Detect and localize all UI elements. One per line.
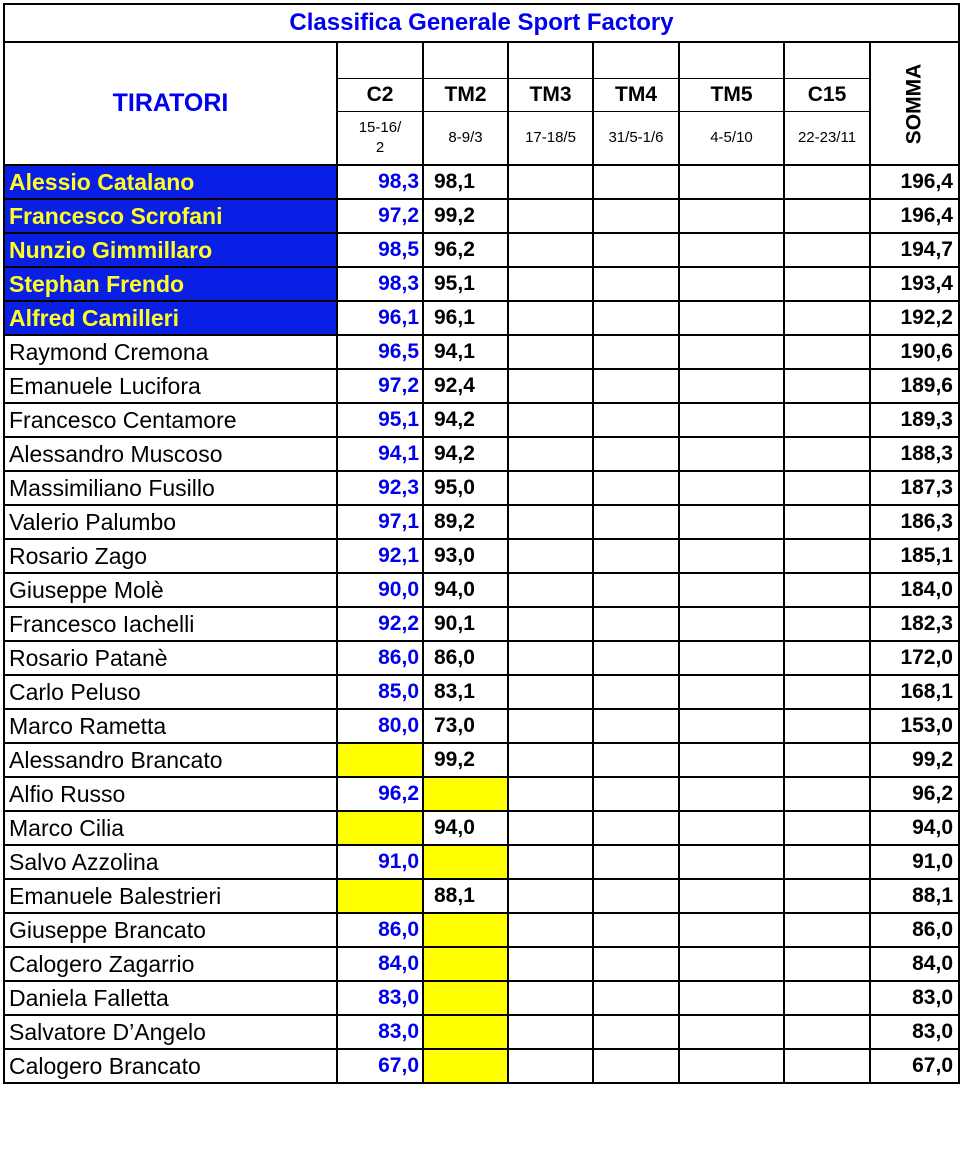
score-tm3 xyxy=(508,437,593,471)
score-tm5 xyxy=(679,607,784,641)
event-date-tm5: 4-5/10 xyxy=(679,112,784,166)
score-c15 xyxy=(784,505,870,539)
score-tm4 xyxy=(593,437,679,471)
score-tm3 xyxy=(508,981,593,1015)
player-name: Marco Rametta xyxy=(4,709,337,743)
table-row xyxy=(4,403,959,437)
score-tm2: 96,2 xyxy=(423,233,508,267)
score-c2: 86,0 xyxy=(337,641,423,675)
score-somma: 172,0 xyxy=(870,641,959,675)
score-tm5 xyxy=(679,1015,784,1049)
score-c2 xyxy=(337,811,423,845)
score-somma: 193,4 xyxy=(870,267,959,301)
score-c2: 92,1 xyxy=(337,539,423,573)
score-c15 xyxy=(784,913,870,947)
score-tm3 xyxy=(508,675,593,709)
score-tm4 xyxy=(593,471,679,505)
score-tm4 xyxy=(593,165,679,199)
score-tm3 xyxy=(508,335,593,369)
table-row xyxy=(4,1015,959,1049)
score-c2: 84,0 xyxy=(337,947,423,981)
score-c15 xyxy=(784,539,870,573)
player-name: Emanuele Lucifora xyxy=(4,369,337,403)
score-somma: 88,1 xyxy=(870,879,959,913)
event-date-c2: 15-16/2 xyxy=(337,112,423,166)
score-c2: 80,0 xyxy=(337,709,423,743)
header-blank-cell xyxy=(679,42,784,79)
score-somma: 86,0 xyxy=(870,913,959,947)
score-tm3 xyxy=(508,1015,593,1049)
score-tm2: 73,0 xyxy=(423,709,508,743)
score-tm3 xyxy=(508,913,593,947)
player-name: Emanuele Balestrieri xyxy=(4,879,337,913)
score-somma: 84,0 xyxy=(870,947,959,981)
score-tm2: 99,2 xyxy=(423,743,508,777)
score-c15 xyxy=(784,607,870,641)
score-tm5 xyxy=(679,267,784,301)
score-c2: 97,2 xyxy=(337,369,423,403)
table-row xyxy=(4,675,959,709)
player-name: Calogero Zagarrio xyxy=(4,947,337,981)
score-c15 xyxy=(784,777,870,811)
score-tm5 xyxy=(679,335,784,369)
table-row xyxy=(4,1049,959,1083)
score-tm2 xyxy=(423,913,508,947)
player-name: Rosario Zago xyxy=(4,539,337,573)
score-tm5 xyxy=(679,913,784,947)
score-c15 xyxy=(784,1049,870,1083)
score-tm5 xyxy=(679,1049,784,1083)
score-tm2: 88,1 xyxy=(423,879,508,913)
table-row xyxy=(4,199,959,233)
event-date-tm3: 17-18/5 xyxy=(508,112,593,166)
score-c15 xyxy=(784,845,870,879)
score-somma: 153,0 xyxy=(870,709,959,743)
player-name: Salvo Azzolina xyxy=(4,845,337,879)
score-tm4 xyxy=(593,845,679,879)
score-somma: 94,0 xyxy=(870,811,959,845)
score-tm2: 89,2 xyxy=(423,505,508,539)
score-somma: 194,7 xyxy=(870,233,959,267)
score-somma: 196,4 xyxy=(870,165,959,199)
score-tm5 xyxy=(679,199,784,233)
table-row xyxy=(4,233,959,267)
player-name: Salvatore D’Angelo xyxy=(4,1015,337,1049)
table-row xyxy=(4,267,959,301)
table-row xyxy=(4,505,959,539)
score-c15 xyxy=(784,675,870,709)
header-blank-cell xyxy=(423,42,508,79)
score-c15 xyxy=(784,199,870,233)
score-c15 xyxy=(784,743,870,777)
score-tm2 xyxy=(423,1015,508,1049)
score-tm2: 94,1 xyxy=(423,335,508,369)
score-tm5 xyxy=(679,505,784,539)
score-somma: 189,6 xyxy=(870,369,959,403)
table-row xyxy=(4,539,959,573)
table-row xyxy=(4,471,959,505)
score-somma: 99,2 xyxy=(870,743,959,777)
score-tm3 xyxy=(508,573,593,607)
score-somma: 192,2 xyxy=(870,301,959,335)
score-tm3 xyxy=(508,879,593,913)
score-c15 xyxy=(784,981,870,1015)
score-tm5 xyxy=(679,471,784,505)
player-name: Alfred Camilleri xyxy=(4,301,337,335)
score-tm3 xyxy=(508,267,593,301)
score-c15 xyxy=(784,335,870,369)
score-c15 xyxy=(784,709,870,743)
score-tm3 xyxy=(508,777,593,811)
player-name: Giuseppe Molè xyxy=(4,573,337,607)
score-c15 xyxy=(784,811,870,845)
table-row xyxy=(4,743,959,777)
score-tm4 xyxy=(593,743,679,777)
score-tm3 xyxy=(508,369,593,403)
score-tm3 xyxy=(508,505,593,539)
score-c15 xyxy=(784,403,870,437)
player-name: Francesco Scrofani xyxy=(4,199,337,233)
table-row xyxy=(4,777,959,811)
score-c2: 83,0 xyxy=(337,1015,423,1049)
score-somma: 67,0 xyxy=(870,1049,959,1083)
score-tm4 xyxy=(593,607,679,641)
header-blank-cell xyxy=(508,42,593,79)
event-name-tm2: TM2 xyxy=(423,79,508,112)
score-tm2 xyxy=(423,1049,508,1083)
table-row xyxy=(4,879,959,913)
score-c15 xyxy=(784,233,870,267)
table-row xyxy=(4,369,959,403)
table-row xyxy=(4,811,959,845)
score-tm2 xyxy=(423,845,508,879)
score-tm4 xyxy=(593,811,679,845)
score-tm4 xyxy=(593,675,679,709)
score-tm4 xyxy=(593,981,679,1015)
score-c2: 98,5 xyxy=(337,233,423,267)
score-tm2: 94,2 xyxy=(423,437,508,471)
score-somma: 190,6 xyxy=(870,335,959,369)
score-somma: 83,0 xyxy=(870,981,959,1015)
score-c2: 96,2 xyxy=(337,777,423,811)
score-c2: 92,2 xyxy=(337,607,423,641)
ranking-table xyxy=(3,3,960,1084)
score-tm5 xyxy=(679,777,784,811)
table-row xyxy=(4,335,959,369)
score-tm5 xyxy=(679,539,784,573)
table-row xyxy=(4,947,959,981)
player-name: Raymond Cremona xyxy=(4,335,337,369)
score-c15 xyxy=(784,267,870,301)
score-tm5 xyxy=(679,879,784,913)
table-row xyxy=(4,301,959,335)
event-date-tm2: 8-9/3 xyxy=(423,112,508,166)
score-tm2 xyxy=(423,981,508,1015)
score-tm5 xyxy=(679,369,784,403)
player-name: Marco Cilia xyxy=(4,811,337,845)
somma-header-label: SOMMA xyxy=(902,63,926,144)
score-c15 xyxy=(784,641,870,675)
score-tm4 xyxy=(593,267,679,301)
score-tm3 xyxy=(508,403,593,437)
table-row xyxy=(4,709,959,743)
score-tm3 xyxy=(508,743,593,777)
score-c2: 96,5 xyxy=(337,335,423,369)
score-tm3 xyxy=(508,165,593,199)
player-name: Francesco Centamore xyxy=(4,403,337,437)
table-row xyxy=(4,981,959,1015)
score-c2: 85,0 xyxy=(337,675,423,709)
score-tm2: 95,1 xyxy=(423,267,508,301)
score-tm3 xyxy=(508,301,593,335)
score-tm2: 94,0 xyxy=(423,811,508,845)
score-tm4 xyxy=(593,505,679,539)
score-tm5 xyxy=(679,743,784,777)
score-tm3 xyxy=(508,1049,593,1083)
player-name: Stephan Frendo xyxy=(4,267,337,301)
score-tm3 xyxy=(508,811,593,845)
table-row xyxy=(4,165,959,199)
score-tm2: 90,1 xyxy=(423,607,508,641)
score-tm4 xyxy=(593,1049,679,1083)
score-c15 xyxy=(784,879,870,913)
table-row xyxy=(4,573,959,607)
player-name: Massimiliano Fusillo xyxy=(4,471,337,505)
score-tm4 xyxy=(593,233,679,267)
event-name-tm5: TM5 xyxy=(679,79,784,112)
score-c2: 83,0 xyxy=(337,981,423,1015)
table-row xyxy=(4,607,959,641)
score-c15 xyxy=(784,471,870,505)
score-tm5 xyxy=(679,301,784,335)
score-tm2: 83,1 xyxy=(423,675,508,709)
score-tm3 xyxy=(508,947,593,981)
score-somma: 189,3 xyxy=(870,403,959,437)
score-tm3 xyxy=(508,709,593,743)
player-name: Carlo Peluso xyxy=(4,675,337,709)
score-c2: 97,1 xyxy=(337,505,423,539)
score-tm4 xyxy=(593,199,679,233)
score-c2: 94,1 xyxy=(337,437,423,471)
score-tm2: 92,4 xyxy=(423,369,508,403)
event-date-tm4: 31/5-1/6 xyxy=(593,112,679,166)
score-c15 xyxy=(784,1015,870,1049)
player-name: Alessandro Muscoso xyxy=(4,437,337,471)
score-tm3 xyxy=(508,539,593,573)
score-somma: 185,1 xyxy=(870,539,959,573)
score-c2: 91,0 xyxy=(337,845,423,879)
event-name-tm4: TM4 xyxy=(593,79,679,112)
score-somma: 188,3 xyxy=(870,437,959,471)
score-tm5 xyxy=(679,947,784,981)
score-tm2: 96,1 xyxy=(423,301,508,335)
score-tm3 xyxy=(508,641,593,675)
score-tm5 xyxy=(679,845,784,879)
score-tm2: 99,2 xyxy=(423,199,508,233)
player-name: Giuseppe Brancato xyxy=(4,913,337,947)
player-name: Alfio Russo xyxy=(4,777,337,811)
score-tm2: 94,0 xyxy=(423,573,508,607)
score-c15 xyxy=(784,573,870,607)
score-c2 xyxy=(337,743,423,777)
player-name: Rosario Patanè xyxy=(4,641,337,675)
player-name: Calogero Brancato xyxy=(4,1049,337,1083)
score-tm3 xyxy=(508,233,593,267)
score-tm5 xyxy=(679,573,784,607)
player-name: Nunzio Gimmillaro xyxy=(4,233,337,267)
score-somma: 187,3 xyxy=(870,471,959,505)
score-tm4 xyxy=(593,879,679,913)
event-name-c15: C15 xyxy=(784,79,870,112)
table-row xyxy=(4,641,959,675)
score-c15 xyxy=(784,947,870,981)
score-tm2: 94,2 xyxy=(423,403,508,437)
score-somma: 182,3 xyxy=(870,607,959,641)
score-tm5 xyxy=(679,641,784,675)
somma-header xyxy=(870,42,959,165)
score-tm5 xyxy=(679,811,784,845)
score-somma: 83,0 xyxy=(870,1015,959,1049)
event-date-c15: 22-23/11 xyxy=(784,112,870,166)
score-tm4 xyxy=(593,777,679,811)
score-tm4 xyxy=(593,403,679,437)
score-somma: 96,2 xyxy=(870,777,959,811)
score-tm4 xyxy=(593,709,679,743)
score-c2: 98,3 xyxy=(337,165,423,199)
score-tm4 xyxy=(593,913,679,947)
score-c2 xyxy=(337,879,423,913)
player-name: Daniela Falletta xyxy=(4,981,337,1015)
score-somma: 91,0 xyxy=(870,845,959,879)
score-tm4 xyxy=(593,539,679,573)
event-name-tm3: TM3 xyxy=(508,79,593,112)
score-tm2: 93,0 xyxy=(423,539,508,573)
score-c15 xyxy=(784,437,870,471)
score-somma: 196,4 xyxy=(870,199,959,233)
score-tm2: 86,0 xyxy=(423,641,508,675)
player-name: Alessandro Brancato xyxy=(4,743,337,777)
score-tm4 xyxy=(593,335,679,369)
score-somma: 184,0 xyxy=(870,573,959,607)
event-name-c2: C2 xyxy=(337,79,423,112)
score-tm2 xyxy=(423,947,508,981)
score-tm3 xyxy=(508,471,593,505)
score-tm3 xyxy=(508,607,593,641)
score-c2: 96,1 xyxy=(337,301,423,335)
table-row xyxy=(4,913,959,947)
score-tm5 xyxy=(679,675,784,709)
table-row xyxy=(4,845,959,879)
score-c2: 67,0 xyxy=(337,1049,423,1083)
score-tm4 xyxy=(593,369,679,403)
player-name: Valerio Palumbo xyxy=(4,505,337,539)
score-c15 xyxy=(784,165,870,199)
score-c2: 86,0 xyxy=(337,913,423,947)
score-tm5 xyxy=(679,709,784,743)
score-tm4 xyxy=(593,1015,679,1049)
score-somma: 168,1 xyxy=(870,675,959,709)
score-tm5 xyxy=(679,981,784,1015)
score-c2: 98,3 xyxy=(337,267,423,301)
score-tm2: 98,1 xyxy=(423,165,508,199)
table-title: Classifica Generale Sport Factory xyxy=(4,4,959,42)
score-c2: 90,0 xyxy=(337,573,423,607)
tiratori-header: TIRATORI xyxy=(4,42,337,165)
score-tm3 xyxy=(508,199,593,233)
score-tm5 xyxy=(679,437,784,471)
score-tm2: 95,0 xyxy=(423,471,508,505)
score-tm5 xyxy=(679,233,784,267)
table-row xyxy=(4,437,959,471)
score-c2: 95,1 xyxy=(337,403,423,437)
score-c15 xyxy=(784,369,870,403)
score-tm3 xyxy=(508,845,593,879)
score-somma: 186,3 xyxy=(870,505,959,539)
player-name: Francesco Iachelli xyxy=(4,607,337,641)
score-tm2 xyxy=(423,777,508,811)
header-blank-cell xyxy=(593,42,679,79)
score-c15 xyxy=(784,301,870,335)
score-tm4 xyxy=(593,947,679,981)
player-name: Alessio Catalano xyxy=(4,165,337,199)
score-tm5 xyxy=(679,165,784,199)
score-tm4 xyxy=(593,301,679,335)
score-tm4 xyxy=(593,641,679,675)
score-tm4 xyxy=(593,573,679,607)
score-c2: 97,2 xyxy=(337,199,423,233)
header-blank-cell xyxy=(337,42,423,79)
score-tm5 xyxy=(679,403,784,437)
score-c2: 92,3 xyxy=(337,471,423,505)
header-blank-cell xyxy=(784,42,870,79)
